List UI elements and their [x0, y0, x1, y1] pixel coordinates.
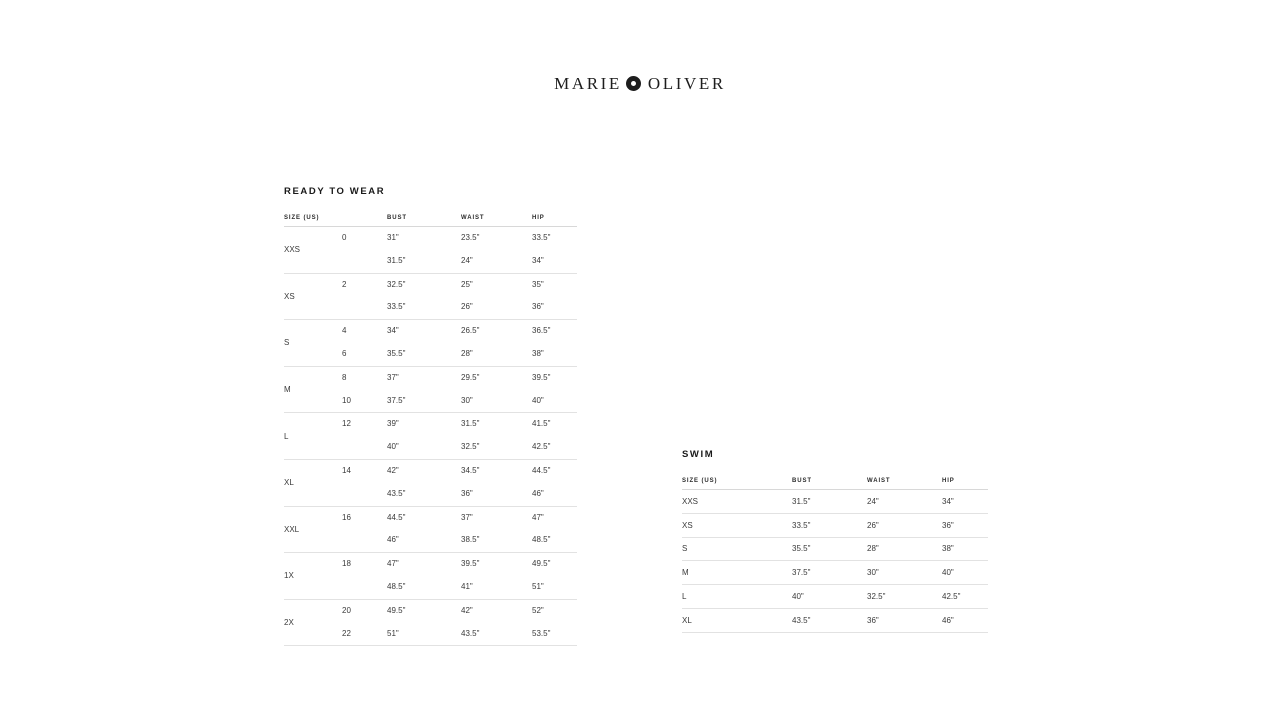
swim-table [682, 478, 988, 633]
measurement-value: 41.5" [532, 419, 551, 429]
bust-measurement: 35.5" [792, 537, 867, 561]
measurement-value: 36.5" [532, 326, 551, 336]
measurement-value: 51" [387, 628, 399, 638]
hip-measurement: 46" [942, 608, 988, 632]
size-numeric [342, 227, 387, 274]
measurement-value: 18 [342, 559, 351, 569]
measurement-value: 25" [461, 279, 473, 289]
table-row [682, 561, 988, 585]
bust-measurements [387, 273, 461, 320]
measurement-value: 34" [532, 255, 544, 265]
measurement-value: 47" [387, 559, 399, 569]
ready-to-wear-section [284, 186, 577, 646]
waist-measurement: 32.5" [867, 585, 942, 609]
measurement-value: 36" [532, 302, 544, 312]
waist-measurement: 30" [867, 561, 942, 585]
size-label: L [682, 585, 792, 609]
size-label: XXS [284, 227, 342, 274]
measurement-value: 22 [342, 628, 351, 638]
measurement-value: 37" [387, 372, 399, 382]
hip-measurement: 34" [942, 490, 988, 514]
measurement-value: 26" [461, 302, 473, 312]
hip-measurement: 38" [942, 537, 988, 561]
size-numeric [342, 459, 387, 506]
waist-measurements [461, 366, 532, 413]
size-label: XS [284, 273, 342, 320]
measurement-value: 44.5" [532, 465, 551, 475]
bust-measurements [387, 553, 461, 600]
measurement-value: 31.5" [461, 419, 480, 429]
column-header-bust: BUST [792, 478, 867, 490]
measurement-value: 41" [461, 581, 473, 591]
column-header-waist: WAIST [461, 215, 532, 227]
column-header-waist: WAIST [867, 478, 942, 490]
measurement-value: 23.5" [461, 233, 480, 242]
ready-to-wear-title: READY TO WEAR [284, 186, 386, 197]
size-numeric [342, 320, 387, 367]
bust-measurement: 40" [792, 585, 867, 609]
waist-measurements [461, 599, 532, 646]
bust-measurement: 31.5" [792, 490, 867, 514]
measurement-value: 40" [387, 442, 399, 452]
ready-to-wear-table-body [284, 227, 577, 646]
measurement-value: 4 [342, 326, 347, 336]
hip-measurements [532, 320, 577, 367]
table-row [284, 273, 577, 320]
size-numeric [342, 599, 387, 646]
measurement-value: 6 [342, 348, 347, 358]
measurement-value: 47" [532, 512, 544, 522]
measurement-value: 34.5" [461, 465, 480, 475]
measurement-value: 32.5" [387, 279, 406, 289]
measurement-value: 33.5" [387, 302, 406, 312]
measurement-value: 46" [387, 535, 399, 545]
table-row [284, 227, 577, 274]
measurement-value: 39.5" [532, 372, 551, 382]
measurement-value: 48.5" [387, 581, 406, 591]
hip-measurements [532, 366, 577, 413]
measurement-value: 43.5" [461, 628, 480, 638]
measurement-value: 43.5" [387, 488, 406, 498]
size-label: 2X [284, 599, 342, 646]
circle-dot-logo-icon [626, 76, 641, 91]
size-label: XXS [682, 490, 792, 514]
waist-measurements [461, 320, 532, 367]
table-row [284, 320, 577, 367]
size-label: 1X [284, 553, 342, 600]
bust-measurement: 43.5" [792, 608, 867, 632]
table-header-row [284, 215, 577, 227]
waist-measurements [461, 413, 532, 460]
measurement-value: 32.5" [461, 442, 480, 452]
table-row [284, 599, 577, 646]
measurement-value: 42" [387, 465, 399, 475]
bust-measurements [387, 459, 461, 506]
ready-to-wear-table-head [284, 215, 577, 227]
measurement-value: 49.5" [532, 559, 551, 569]
measurement-value: 38" [532, 348, 544, 358]
bust-measurements [387, 366, 461, 413]
hip-measurements [532, 553, 577, 600]
table-row [682, 513, 988, 537]
table-row [682, 537, 988, 561]
bust-measurements [387, 320, 461, 367]
measurement-value: 49.5" [387, 605, 406, 615]
bust-measurements [387, 413, 461, 460]
swim-section [682, 449, 988, 633]
table-row [284, 553, 577, 600]
swim-title: SWIM [682, 449, 715, 460]
hip-measurements [532, 413, 577, 460]
brand-name-left: MARIE [554, 74, 622, 93]
size-label: S [284, 320, 342, 367]
measurement-value: 36" [461, 488, 473, 498]
bust-measurements [387, 599, 461, 646]
table-row [284, 366, 577, 413]
waist-measurement: 28" [867, 537, 942, 561]
measurement-value: 37" [461, 512, 473, 522]
size-numeric [342, 273, 387, 320]
waist-measurement: 26" [867, 513, 942, 537]
hip-measurement: 36" [942, 513, 988, 537]
measurement-value: 26.5" [461, 326, 480, 336]
measurement-value: 38.5" [461, 535, 480, 545]
measurement-value: 51" [532, 581, 544, 591]
column-header-size: SIZE (US) [284, 215, 342, 227]
measurement-value: 20 [342, 605, 351, 615]
table-row [682, 585, 988, 609]
bust-measurements [387, 227, 461, 274]
bust-measurements [387, 506, 461, 553]
bust-measurement: 33.5" [792, 513, 867, 537]
measurement-value: 52" [532, 605, 544, 615]
size-numeric [342, 366, 387, 413]
waist-measurements [461, 506, 532, 553]
waist-measurements [461, 273, 532, 320]
hip-measurements [532, 273, 577, 320]
measurement-value: 39.5" [461, 559, 480, 569]
column-header-hip: HIP [532, 215, 577, 227]
brand-logo [0, 74, 1280, 94]
size-label: S [682, 537, 792, 561]
column-header-size: SIZE (US) [682, 478, 792, 490]
measurement-value: 24" [461, 255, 473, 265]
measurement-value: 0 [342, 233, 347, 242]
measurement-value: 16 [342, 512, 351, 522]
measurement-value: 8 [342, 372, 347, 382]
measurement-value: 48.5" [532, 535, 551, 545]
table-row [284, 413, 577, 460]
measurement-value: 37.5" [387, 395, 406, 405]
measurement-value: 42" [461, 605, 473, 615]
waist-measurements [461, 227, 532, 274]
measurement-value: 10 [342, 395, 351, 405]
swim-table-head [682, 478, 988, 490]
hip-measurements [532, 459, 577, 506]
size-label: XL [284, 459, 342, 506]
measurement-value: 33.5" [532, 233, 551, 242]
table-row [682, 490, 988, 514]
column-header-hip: HIP [942, 478, 988, 490]
size-label: L [284, 413, 342, 460]
size-numeric [342, 553, 387, 600]
measurement-value: 12 [342, 419, 351, 429]
table-row [284, 506, 577, 553]
brand-name-right: OLIVER [647, 74, 726, 93]
ready-to-wear-table [284, 215, 577, 646]
size-label: XS [682, 513, 792, 537]
measurement-value: 31" [387, 233, 399, 242]
column-header-bust: BUST [387, 215, 461, 227]
size-label: M [682, 561, 792, 585]
measurement-value: 35.5" [387, 348, 406, 358]
hip-measurements [532, 506, 577, 553]
size-numeric [342, 506, 387, 553]
measurement-value: 31.5" [387, 255, 406, 265]
hip-measurements [532, 599, 577, 646]
hip-measurements [532, 227, 577, 274]
column-header-numeric [342, 215, 387, 227]
swim-table-body [682, 490, 988, 633]
size-label: M [284, 366, 342, 413]
measurement-value: 42.5" [532, 442, 551, 452]
measurement-value: 2 [342, 279, 347, 289]
measurement-value: 29.5" [461, 372, 480, 382]
waist-measurement: 24" [867, 490, 942, 514]
size-label: XXL [284, 506, 342, 553]
measurement-value: 34" [387, 326, 399, 336]
size-numeric [342, 413, 387, 460]
hip-measurement: 42.5" [942, 585, 988, 609]
measurement-value: 14 [342, 465, 351, 475]
bust-measurement: 37.5" [792, 561, 867, 585]
measurement-value: 28" [461, 348, 473, 358]
measurement-value: 39" [387, 419, 399, 429]
measurement-value: 30" [461, 395, 473, 405]
measurement-value: 44.5" [387, 512, 406, 522]
waist-measurements [461, 553, 532, 600]
size-label: XL [682, 608, 792, 632]
measurement-value: 46" [532, 488, 544, 498]
measurement-value: 35" [532, 279, 544, 289]
table-row [682, 608, 988, 632]
table-header-row [682, 478, 988, 490]
hip-measurement: 40" [942, 561, 988, 585]
measurement-value: 40" [532, 395, 544, 405]
waist-measurement: 36" [867, 608, 942, 632]
measurement-value: 53.5" [532, 628, 551, 638]
waist-measurements [461, 459, 532, 506]
table-row [284, 459, 577, 506]
